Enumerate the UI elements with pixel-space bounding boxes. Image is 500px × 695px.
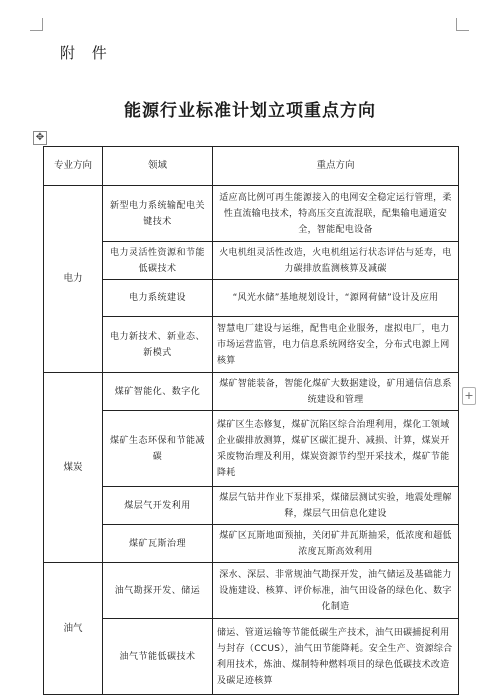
focus-cell: 火电机组灵活性改造，火电机组运行状态评估与延寿，电力碳排放监测核算及减碳 [213,242,459,280]
table-move-handle[interactable] [33,131,47,145]
focus-cell: 深水、深层、非常规油气勘探开发，油气储运及基础能力设施建设、核算、评价标准，油气田设备的绿色化、数字化制造 [213,563,459,619]
table-row [44,487,459,525]
crop-mark-top-left [30,18,43,31]
field-cell: 煤矿智能化、数字化 [103,373,213,411]
field-cell: 油气节能低碳技术 [103,619,213,695]
table-row [44,317,459,373]
category-cell: 油气 [44,563,103,695]
focus-cell: 适应高比例可再生能源接入的电网安全稳定运行管理，柔性直流输电技术，特高压交直流混联，配集输电通道安全，智能配电设备 [213,186,459,242]
field-cell: 电力灵活性资源和节能低碳技术 [103,242,213,280]
category-cell: 煤炭 [44,373,103,563]
focus-cell: 煤层气钻井作业下泵排采，煤储层测试实验，地震处理解释，煤层气田信息化建设 [213,487,459,525]
move-cross-icon: ✥ [35,132,45,143]
standards-table [43,146,459,695]
focus-cell: 智慧电厂建设与运维，配售电企业服务，虚拟电厂，电力市场运营监管，电力信息系统网络安全，分布式电源上网核算 [213,317,459,373]
field-cell: 煤矿生态环保和节能减碳 [103,411,213,487]
field-cell: 油气勘探开发、储运 [103,563,213,619]
focus-cell: 储运、管道运输等节能低碳生产技术，油气田碳捕捉利用与封存（CCUS），油气田节能降耗。安全生产、资源综合利用技术，炼油、煤制特种燃料项目的绿色低碳技术改造及碳足迹核算 [213,619,459,695]
field-cell: 电力系统建设 [103,280,213,317]
table-row [44,411,459,487]
header-specialty: 专业方向 [44,147,103,186]
field-cell: 新型电力系统输配电关键技术 [103,186,213,242]
table-row [44,186,459,242]
table-row [44,373,459,411]
header-field: 领域 [103,147,213,186]
table-row [44,619,459,695]
focus-cell: 煤矿区瓦斯地面预抽，关闭矿井瓦斯抽采，低浓度和超低浓度瓦斯高效利用 [213,525,459,563]
field-cell: 煤层气开发利用 [103,487,213,525]
category-cell: 电力 [44,186,103,373]
table-row [44,525,459,563]
table-row [44,242,459,280]
table-header-row [44,147,459,186]
attachment-label: 附 件 [60,44,113,62]
focus-cell: 煤矿区生态修复，煤矿沉陷区综合治理利用，煤化工领域企业碳排放测算，煤矿区碳汇提升、减损、计算，煤炭开采废物治理及利用，煤炭资源节约型开采技术，煤矿节能降耗 [213,411,459,487]
table-row [44,563,459,619]
table-row [44,280,459,317]
field-cell: 电力新技术、新业态、新模式 [103,317,213,373]
crop-mark-top-right [456,18,469,31]
add-column-button[interactable] [462,387,476,405]
header-focus: 重点方向 [213,147,459,186]
focus-cell: “风光水储”基地规划设计，“源网荷储”设计及应用 [213,280,459,317]
document-title: 能源行业标准计划立项重点方向 [124,101,376,121]
field-cell: 煤矿瓦斯治理 [103,525,213,563]
focus-cell: 煤矿智能装备，智能化煤矿大数据建设，矿用通信信息系统建设和管理 [213,373,459,411]
plus-icon: + [464,389,474,402]
